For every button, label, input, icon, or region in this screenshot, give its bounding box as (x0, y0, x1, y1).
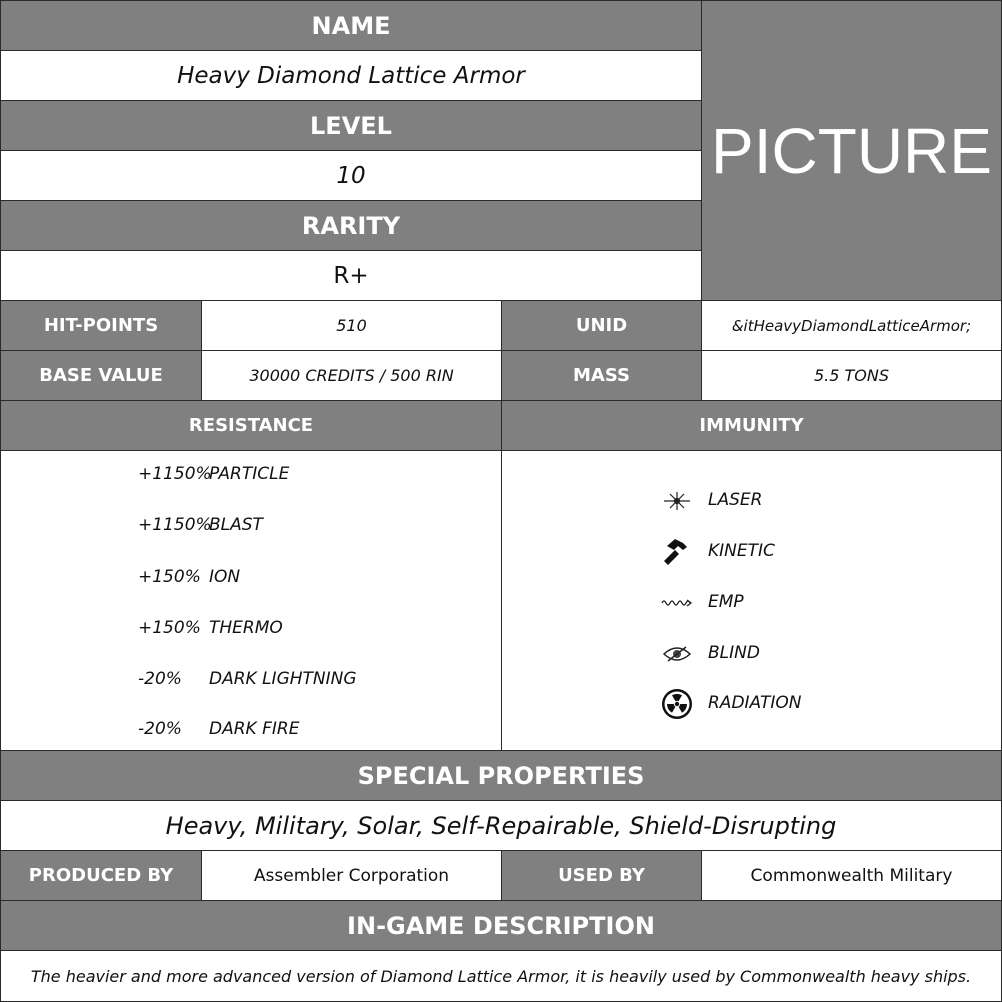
immunity-row (502, 535, 1001, 569)
hit-points-label: HIT-POINTS (0, 300, 202, 351)
resistance-row (1, 464, 501, 488)
resistance-value: -20% (138, 669, 182, 689)
rarity-header: RARITY (0, 200, 702, 251)
unid-label: UNID (501, 300, 702, 351)
produced-by-value: Assembler Corporation (201, 850, 502, 901)
description-header: IN-GAME DESCRIPTION (0, 900, 1002, 951)
immunity-row (502, 484, 1001, 518)
resistance-value: +150% (138, 567, 201, 587)
special-properties-header: SPECIAL PROPERTIES (0, 750, 1002, 801)
immunity-row (502, 637, 1001, 671)
resistance-value: +150% (138, 618, 201, 638)
used-by-value: Commonwealth Military (701, 850, 1002, 901)
description-text: The heavier and more advanced version of Diamond Lattice Armor, it is heavily used by Commonwealth heavy ships. (0, 950, 1002, 1002)
wave-icon (660, 586, 694, 620)
resistance-type: DARK FIRE (209, 719, 300, 739)
resistance-header: RESISTANCE (0, 400, 502, 451)
resistance-row (1, 567, 501, 591)
resistance-value: -20% (138, 719, 182, 739)
mass-value: 5.5 TONS (701, 350, 1002, 401)
hammer-icon (660, 535, 694, 569)
immunity-header: IMMUNITY (501, 400, 1002, 451)
resistance-type: THERMO (209, 618, 283, 638)
immunity-label: LASER (708, 490, 763, 510)
resistance-list (0, 450, 502, 751)
immunity-label: RADIATION (708, 693, 802, 713)
special-properties-value: Heavy, Military, Solar, Self-Repairable, Shield-Disrupting (0, 800, 1002, 851)
picture-placeholder: PICTURE (701, 0, 1002, 301)
resistance-type: PARTICLE (209, 464, 290, 484)
item-level: 10 (0, 150, 702, 201)
immunity-row (502, 687, 1001, 721)
resistance-type: ION (209, 567, 241, 587)
resistance-row (1, 669, 501, 693)
radiation-icon (660, 687, 694, 721)
resistance-type: BLAST (209, 515, 263, 535)
immunity-row (502, 586, 1001, 620)
immunity-list (501, 450, 1002, 751)
hit-points-value: 510 (201, 300, 502, 351)
base-value-value: 30000 CREDITS / 500 RIN (201, 350, 502, 401)
resistance-row (1, 515, 501, 539)
resistance-type: DARK LIGHTNING (209, 669, 357, 689)
eye-slash-icon (660, 637, 694, 671)
laser-icon (660, 484, 694, 518)
base-value-label: BASE VALUE (0, 350, 202, 401)
level-header: LEVEL (0, 100, 702, 151)
mass-label: MASS (501, 350, 702, 401)
name-header: NAME (0, 0, 702, 51)
resistance-row (1, 719, 501, 743)
unid-value: &itHeavyDiamondLatticeArmor; (701, 300, 1002, 351)
used-by-label: USED BY (501, 850, 702, 901)
resistance-row (1, 618, 501, 642)
immunity-label: BLIND (708, 643, 760, 663)
item-name: Heavy Diamond Lattice Armor (0, 50, 702, 101)
immunity-label: EMP (708, 592, 744, 612)
resistance-value: +1150% (138, 515, 212, 535)
immunity-label: KINETIC (708, 541, 775, 561)
item-rarity: R+ (0, 250, 702, 301)
produced-by-label: PRODUCED BY (0, 850, 202, 901)
resistance-value: +1150% (138, 464, 212, 484)
